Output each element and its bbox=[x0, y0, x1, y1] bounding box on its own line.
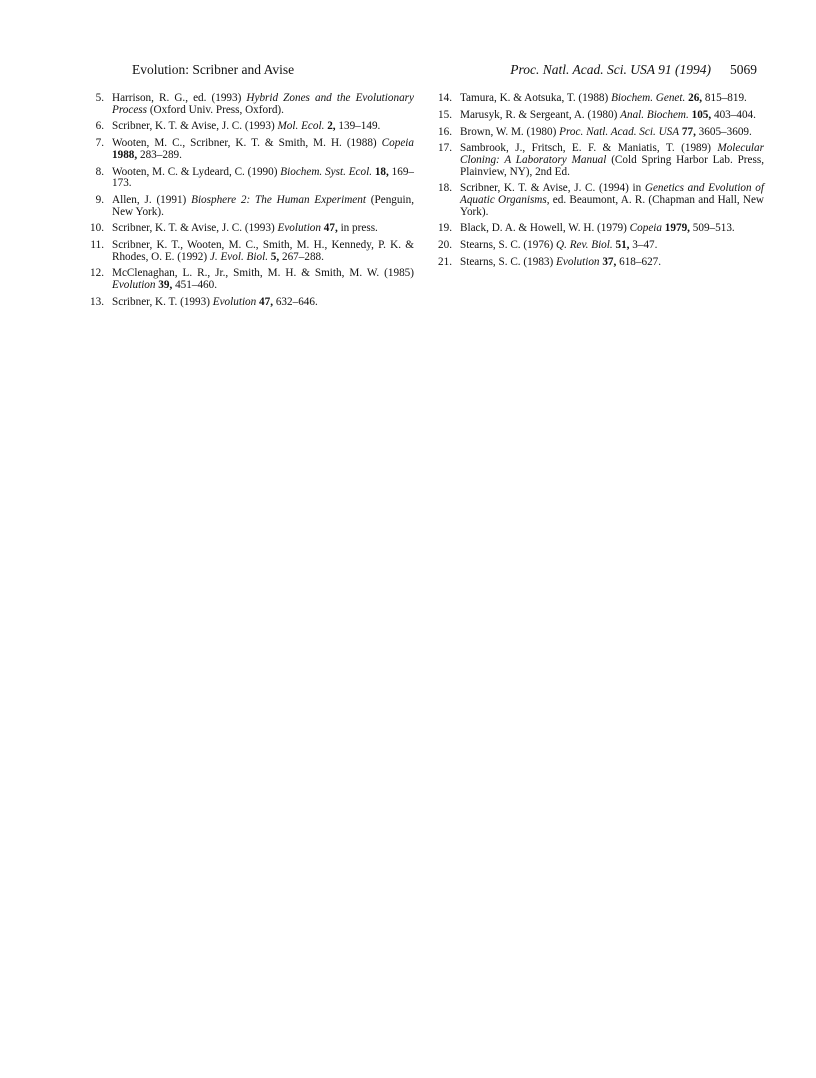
references-column-left bbox=[86, 93, 414, 314]
reference-number: 5. bbox=[95, 92, 104, 104]
reference-item bbox=[434, 257, 764, 269]
reference-number: 11. bbox=[90, 239, 104, 252]
reference-text: Black, D. A. & Howell, W. H. (1979) Copeia 1979, 509–513. bbox=[460, 222, 735, 235]
reference-number: 9. bbox=[95, 193, 104, 206]
reference-number: 12. bbox=[90, 267, 104, 280]
reference-text: Wooten, M. C., Scribner, K. T. & Smith, M. H. (1988) Copeia 1988, 283–289. bbox=[112, 137, 414, 161]
reference-text: Marusyk, R. & Sergeant, A. (1980) Anal. Biochem. 105, 403–404. bbox=[460, 108, 756, 121]
journal-citation: Proc. Natl. Acad. Sci. USA 91 (1994) bbox=[510, 62, 711, 77]
reference-text: Scribner, K. T., Wooten, M. C., Smith, M. H., Kennedy, P. K. & Rhodes, O. E. (1992) J. Evol. Biol. 5, 267–288. bbox=[112, 239, 414, 263]
page-number: 5069 bbox=[730, 62, 757, 77]
reference-number: 20. bbox=[438, 239, 452, 252]
reference-text: Scribner, K. T. & Avise, J. C. (1994) in Genetics and Evolution of Aquatic Organisms, ed. Beaumont, A. R. (Chapman and Hall, New York). bbox=[460, 182, 764, 218]
reference-text: Wooten, M. C. & Lydeard, C. (1990) Biochem. Syst. Ecol. 18, 169–173. bbox=[112, 165, 415, 190]
reference-text: Tamura, K. & Aotsuka, T. (1988) Biochem. Genet. 26, 815–819. bbox=[460, 92, 747, 104]
references-column-right bbox=[434, 93, 764, 274]
reference-item bbox=[434, 223, 764, 235]
reference-text: McClenaghan, L. R., Jr., Smith, M. H. & Smith, M. W. (1985) Evolution 39, 451–460. bbox=[112, 267, 414, 292]
reference-item bbox=[86, 297, 414, 309]
reference-text: Scribner, K. T. & Avise, J. C. (1993) Mol. Ecol. 2, 139–149. bbox=[112, 120, 381, 133]
reference-number: 14. bbox=[438, 92, 452, 104]
reference-number: 15. bbox=[438, 108, 452, 121]
reference-item bbox=[434, 143, 764, 178]
reference-item bbox=[86, 240, 414, 263]
reference-number: 18. bbox=[438, 182, 452, 195]
reference-number: 6. bbox=[95, 120, 104, 133]
reference-item bbox=[86, 195, 414, 218]
reference-item bbox=[434, 110, 764, 122]
reference-item bbox=[86, 223, 414, 235]
reference-item bbox=[434, 240, 764, 252]
reference-item bbox=[86, 167, 414, 190]
reference-item bbox=[434, 183, 764, 218]
reference-text: Allen, J. (1991) Biosphere 2: The Human Experiment (Penguin, New York). bbox=[112, 193, 414, 218]
reference-text: Sambrook, J., Fritsch, E. F. & Maniatis, T. (1989) Molecular Cloning: A Laboratory Manual (Cold Spring Harbor Lab. Press, Plainview, NY), 2nd Ed. bbox=[460, 142, 764, 178]
reference-item bbox=[86, 121, 414, 133]
reference-item bbox=[86, 138, 414, 161]
reference-number: 16. bbox=[438, 125, 452, 138]
reference-number: 10. bbox=[90, 222, 104, 235]
reference-text: Harrison, R. G., ed. (1993) Hybrid Zones and the Evolutionary Process (Oxford Univ. Press, Oxford). bbox=[112, 92, 414, 116]
reference-number: 8. bbox=[95, 165, 104, 178]
reference-item bbox=[434, 127, 764, 139]
reference-number: 21. bbox=[438, 255, 452, 268]
reference-text: Scribner, K. T. (1993) Evolution 47, 632–646. bbox=[112, 295, 318, 308]
reference-text: Brown, W. M. (1980) Proc. Natl. Acad. Sci. USA 77, 3605–3609. bbox=[460, 125, 752, 138]
reference-number: 17. bbox=[438, 142, 452, 155]
reference-number: 7. bbox=[95, 137, 104, 150]
running-title: Evolution: Scribner and Avise bbox=[132, 62, 295, 77]
reference-text: Stearns, S. C. (1976) Q. Rev. Biol. 51, 3–47. bbox=[460, 239, 658, 252]
reference-text: Scribner, K. T. & Avise, J. C. (1993) Evolution 47, in press. bbox=[112, 222, 378, 235]
reference-number: 19. bbox=[438, 222, 452, 235]
reference-item bbox=[86, 93, 414, 116]
reference-item bbox=[434, 93, 764, 105]
reference-number: 13. bbox=[90, 295, 104, 308]
reference-item bbox=[86, 268, 414, 291]
reference-text: Stearns, S. C. (1983) Evolution 37, 618–627. bbox=[460, 255, 662, 268]
running-header bbox=[132, 62, 757, 82]
